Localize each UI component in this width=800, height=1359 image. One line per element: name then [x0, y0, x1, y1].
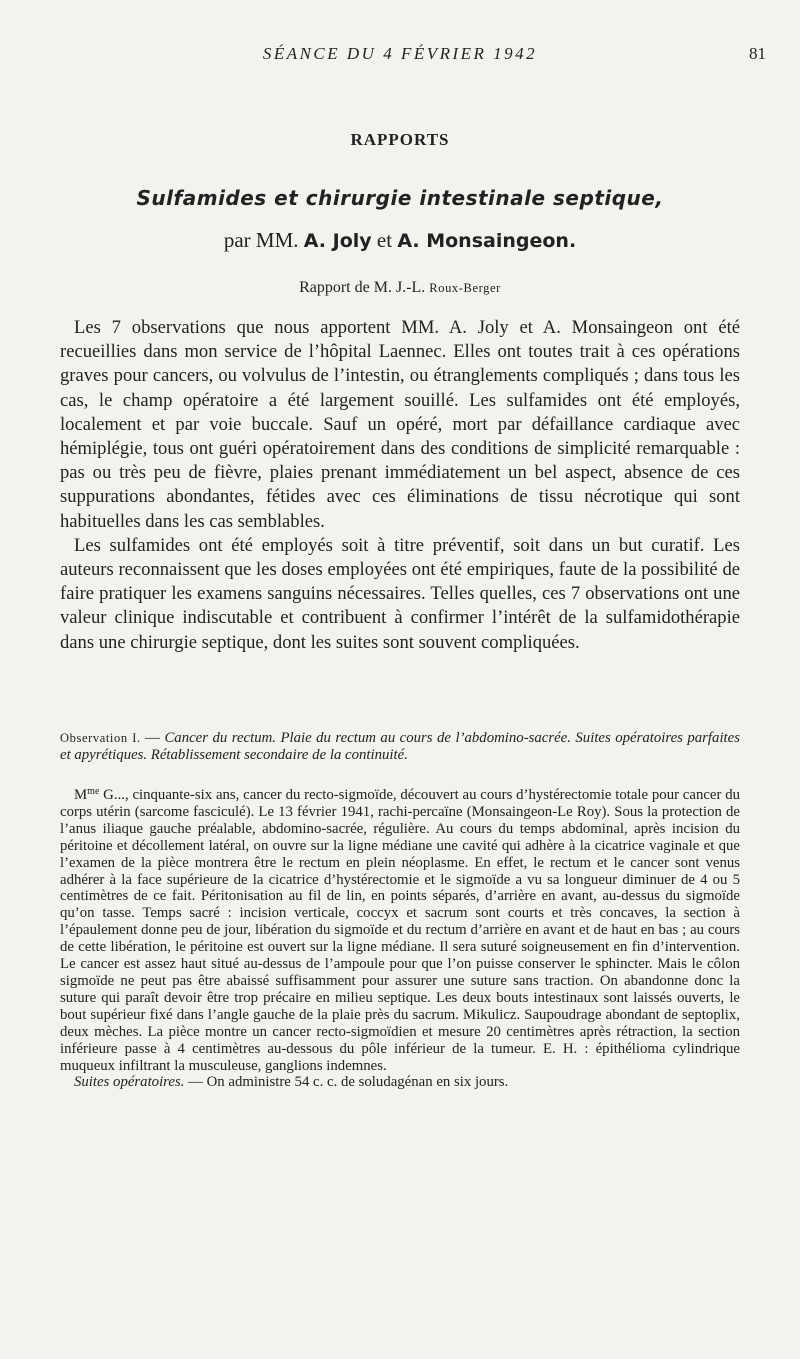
authors-conjunction: et: [376, 228, 393, 252]
observation-heading: [60, 730, 740, 764]
report-by-line: [0, 279, 800, 297]
intro-paragraph-1: Les 7 observations que nous apportent MM. A. Joly et A. Monsaingeon ont été recueillies dans mon service de l’hôpital Laennec. Elles ont toutes trait à ces opérations graves pour cancers, ou volvulus de l’intestin, ou étranglements compliqués ; dans tous les cas, le champ opératoire a été largement souillé. Les sulfamides ont été employés, localement et par voie buccale. Sauf un opéré, mort par défaillance cardiaque avec hémiplégie, tous ont guéri opératoirement dans des conditions de simplicité remarquable : pas ou très peu de fièvre, plaies prenant immédiatement un bel aspect, absence de ces suppurations abondantes, fétides avec ces éliminations de tissu nécrotique qui sont habituelles dans les cas semblables.: [60, 317, 740, 532]
case-body: G..., cinquante-six ans, cancer du recto-sigmoïde, découvert au cours d’hystérectomie totale pour cancer du corps utérin (sarcome fasciculé). Le 13 février 1941, rachi-percaïne (Monsaingeon-Le Roy). Sous la protection de l’anus iliaque gauche préalable, abdomino-sacrée, régulière. Au cours du temps abdominal, après incision du péritoine et décollement latéral, on ouvre sur la ligne médiane une cavité qui adhère à la cicatrice vaginale et que l’examen de la pièce montrera être le rectum en plein néoplasme. En effet, le rectum et le cancer sont venus adhérer à la face supérieure de la cicatrice d’hystérectomie et le sigmoïde a vu sa longueur diminuer de 4 ou 5 centimètres de ce fait. Péritonisation au fil de lin, en points séparés, d’arrière en avant, au-dessus du sigmoïde qu’on tasse. Temps sacré : incision verticale, coccyx et sacrum sont courts et très concaves, la section à l’épaulement donne peu de jour, libération du sigmoïde et du rectum d’arrière en avant et de haut en bas ; au cours de cette libération, le péritoine est ouvert sur la ligne médiane. Il sera suturé soigneusement en fin d’intervention. Le cancer est assez haut situé au-dessus de l’ampoule pour que l’on puisse conserver le sphincter. Mais le côlon sigmoïde ne peut pas être abaissé suffisamment pour assurer une suture sans traction. On abandonne donc la suture qui paraît devoir être trop précaire en milieu septique. Les deux bouts intestinaux sont laissés ouverts, le bout supérieur fixé dans l’angle gauche de la plaie près du sacrum. Mikulicz. Saupoudrage abondant de septoplix, deux mèches. La pièce montre un cancer recto-sigmoïdien et mesure 20 centimètres après rétraction, la section inférieure passe à 4 centimètres au-dessous du pôle inférieur de la tumeur. E. H. : épithélioma cylindrique muqueux infiltrant la musculeuse, ganglions indemnes.: [60, 787, 740, 1074]
patient-title-sup: me: [87, 786, 100, 797]
running-head: [0, 44, 800, 68]
running-title: SÉANCE DU 4 FÉVRIER 1942: [262, 44, 538, 63]
observation-dash: —: [140, 730, 165, 746]
observation-label: Observation I.: [60, 731, 141, 745]
section-heading: RAPPORTS: [350, 130, 450, 149]
reporter-name: Roux-Berger: [429, 281, 501, 295]
patient-title: M: [74, 787, 88, 803]
article-title: Sulfamides et chirurgie intestinale septique,: [136, 186, 664, 210]
suites-text: — On administre 54 c. c. de soludagénan en six jours.: [184, 1074, 509, 1091]
suites-label: Suites opératoires.: [74, 1074, 185, 1091]
authors-prefix: par MM.: [223, 228, 299, 252]
report-body: [60, 316, 740, 655]
page-number: 81: [749, 44, 766, 63]
suites-paragraph: [60, 1074, 740, 1091]
observation-title: Cancer du rectum. Plaie du rectum au cours de l’abdomino-sacrée. Suites opératoires parfaites et apyrétiques. Rétablissement secondaire de la continuité.: [60, 730, 740, 763]
case-paragraph: [60, 787, 740, 1074]
case-report: [60, 787, 740, 1091]
intro-paragraph-2: Les sulfamides ont été employés soit à titre préventif, soit dans un but curatif. Les auteurs reconnaissent que les doses employées ont été empiriques, faute de la possibilité de faire pratiquer les examens sanguins nécessaires. Telles quelles, ces 7 observations ont une valeur clinique indiscutable et contribuent à confirmer l’intérêt de la sulfamidothérapie dans une chirurgie septique, dont les suites sont souvent compliquées.: [60, 534, 740, 653]
author-line: [0, 228, 800, 253]
author-monsaingeon: A. Monsaingeon.: [397, 230, 577, 252]
author-joly: A. Joly: [303, 230, 372, 252]
report-by-prefix: Rapport de M. J.-L.: [299, 279, 426, 296]
